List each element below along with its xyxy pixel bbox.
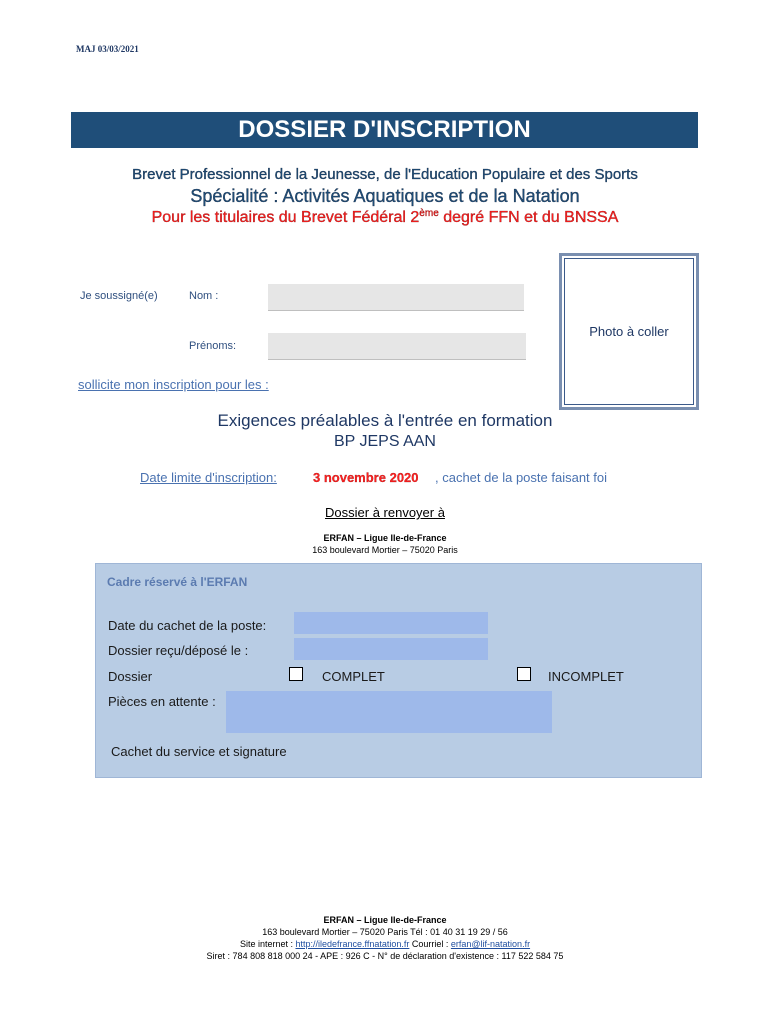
soussigne-label: Je soussigné(e)	[80, 290, 158, 302]
dossier-recu-label: Dossier reçu/déposé le :	[108, 643, 249, 658]
photo-box[interactable]	[559, 253, 699, 410]
footer-site-label: Site internet :	[239, 939, 296, 949]
update-date: MAJ 03/03/2021	[76, 44, 139, 54]
subtitle-brevet: Brevet Professionnel de la Jeunesse, de l'Education Populaire et des Sports	[132, 166, 638, 183]
complet-label: COMPLET	[322, 669, 385, 684]
footer-mail-link[interactable]: erfan@lif-natation.fr	[450, 939, 531, 949]
subtitle-titulaires	[0, 208, 770, 227]
formation-name: BP JEPS AAN	[334, 433, 436, 450]
pieces-field[interactable]	[226, 691, 552, 733]
renvoi-address: 163 boulevard Mortier – 75020 Paris	[312, 545, 458, 555]
pieces-label: Pièces en attente :	[108, 694, 216, 709]
footer-legal: Siret : 784 808 818 000 24 - APE : 926 C - N° de déclaration d'existence : 117 522 584 75	[206, 951, 564, 961]
renvoi-org: ERFAN – Ligue Ile-de-France	[323, 533, 447, 543]
footer-contact	[0, 939, 770, 949]
subtitle-titulaires-post: degré FFN et du BNSSA	[438, 209, 619, 226]
footer-address: 163 boulevard Mortier – 75020 Paris Tél : 01 40 31 19 29 / 56	[262, 927, 508, 937]
renvoi-title: Dossier à renvoyer à	[325, 505, 445, 520]
subtitle-titulaires-pre: Pour les titulaires du Brevet Fédéral 2	[151, 209, 420, 226]
photo-label: Photo à coller	[589, 324, 669, 339]
date-cachet-field[interactable]	[294, 612, 488, 634]
dossier-recu-field[interactable]	[294, 638, 488, 660]
sollicite-text: sollicite mon inscription pour les :	[78, 377, 269, 392]
complet-checkbox[interactable]	[289, 667, 303, 681]
prenoms-field[interactable]	[268, 333, 526, 360]
deadline-date: 3 novembre 2020	[313, 470, 419, 485]
subtitle-specialite: Spécialité : Activités Aquatiques et de la Natation	[190, 186, 580, 206]
nom-field[interactable]	[268, 284, 524, 311]
footer-mail-label: Courriel :	[409, 939, 451, 949]
deadline-label: Date limite d'inscription:	[140, 470, 277, 485]
incomplet-checkbox[interactable]	[517, 667, 531, 681]
footer-site-link[interactable]: http://iledefrance.ffnatation.fr	[295, 939, 410, 949]
page-title-banner	[71, 112, 698, 148]
subtitle-titulaires-sup: ème	[419, 208, 439, 219]
deadline-suffix: , cachet de la poste faisant foi	[435, 470, 607, 485]
exigences-heading: Exigences préalables à l'entrée en formation	[217, 411, 553, 430]
dossier-label: Dossier	[108, 669, 153, 684]
footer-org: ERFAN – Ligue Ile-de-France	[323, 915, 447, 925]
prenoms-label: Prénoms:	[189, 340, 237, 352]
nom-label: Nom :	[189, 290, 219, 302]
incomplet-label: INCOMPLET	[548, 669, 624, 684]
cadre-title: Cadre réservé à l'ERFAN	[107, 575, 248, 589]
date-cachet-label: Date du cachet de la poste:	[108, 618, 267, 633]
cachet-signature-label: Cachet du service et signature	[111, 744, 287, 759]
page-title: DOSSIER D'INSCRIPTION	[238, 116, 531, 143]
